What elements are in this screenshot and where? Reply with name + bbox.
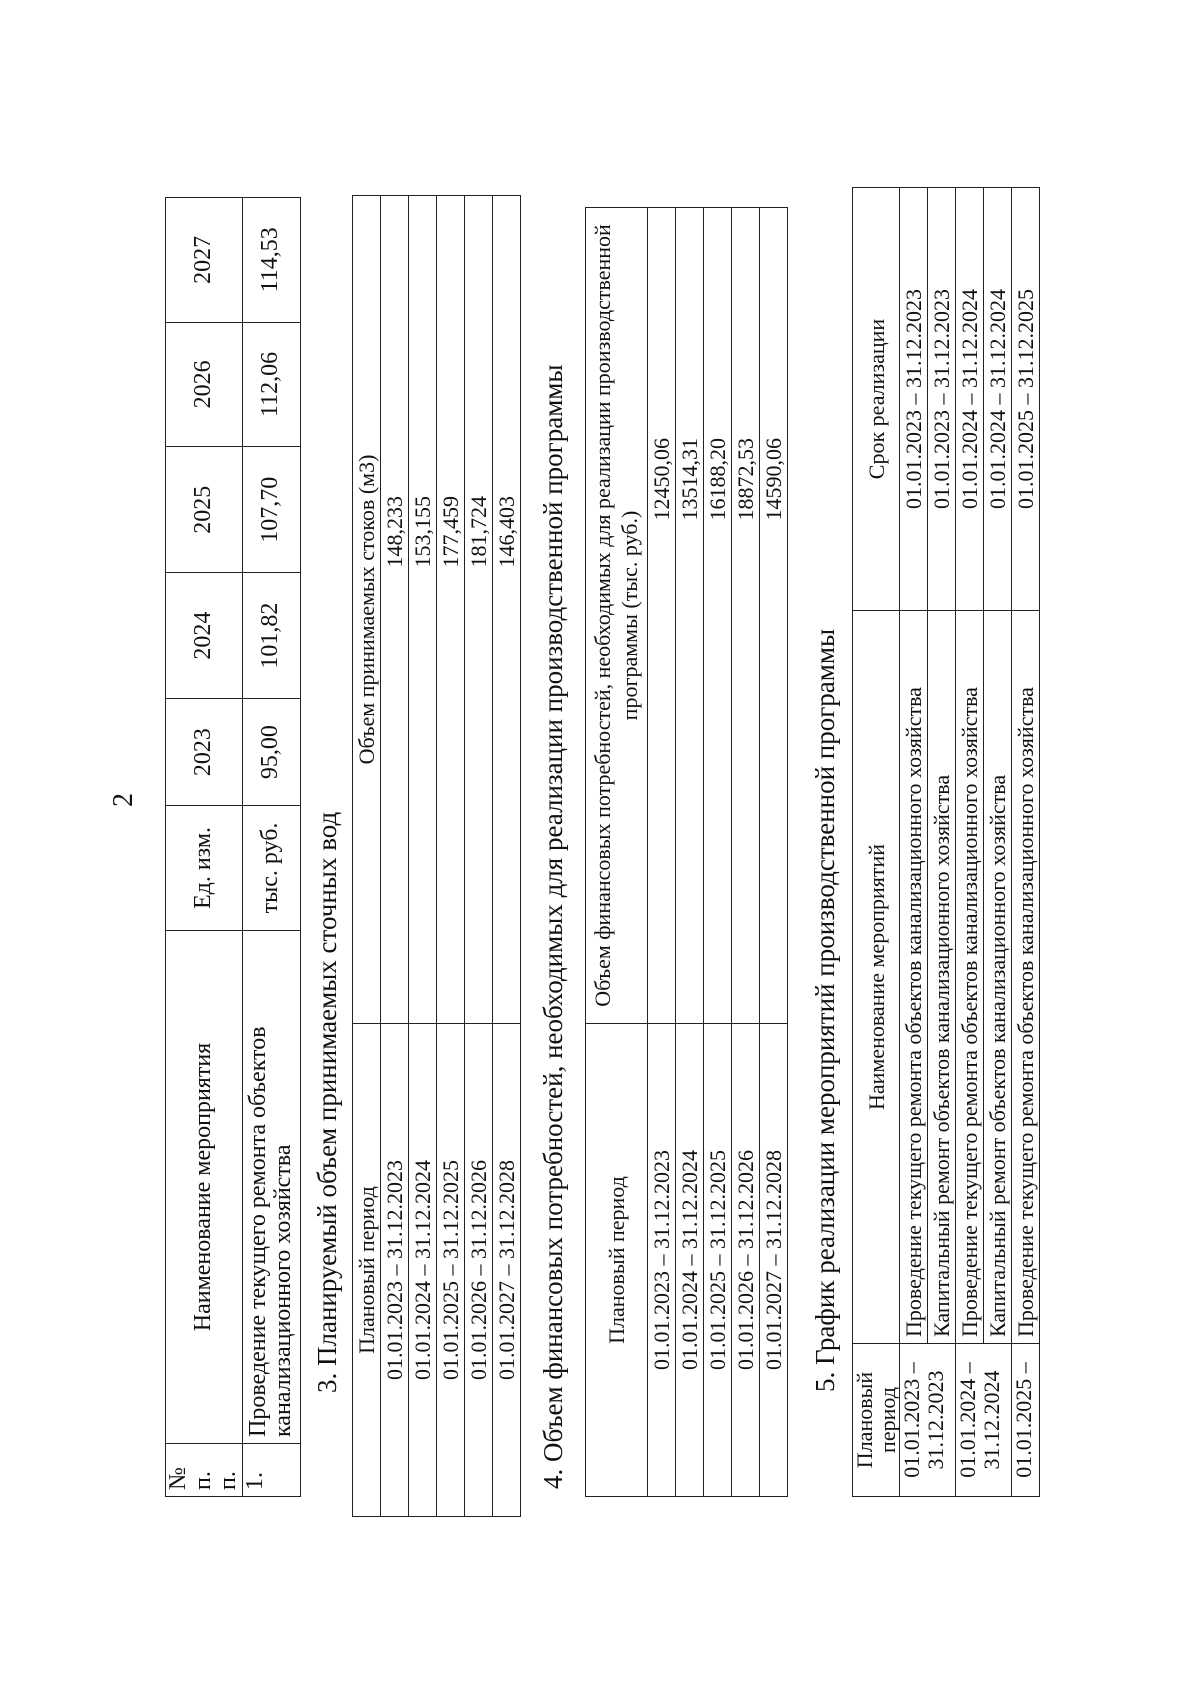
t4-header-period: Плановый период bbox=[853, 1344, 900, 1497]
t3-period: 01.01.2024 – 31.12.2024 bbox=[676, 1024, 704, 1497]
t4-event: Капитальный ремонт объектов канализационного хозяйства bbox=[984, 611, 1012, 1344]
header-year: 2027 bbox=[166, 198, 243, 323]
financial-needs-table bbox=[585, 207, 788, 1497]
t2-period: 01.01.2023 – 31.12.2023 bbox=[381, 1024, 409, 1517]
t4-period bbox=[900, 1344, 956, 1497]
header-name: Наименование мероприятия bbox=[166, 931, 243, 1444]
t4-period-start: 01.01.2024 – bbox=[955, 1362, 981, 1478]
t2-period: 01.01.2027 – 31.12.2028 bbox=[493, 1024, 521, 1517]
section4-title: 4. Объем финансовых потребностей, необходимых для реализации производственной программы bbox=[538, 364, 568, 1489]
t2-period: 01.01.2026 – 31.12.2026 bbox=[465, 1024, 493, 1517]
t3-period: 01.01.2027 – 31.12.2028 bbox=[760, 1024, 788, 1497]
header-num: № п. п. bbox=[166, 1444, 243, 1497]
t3-amount: 13514,31 bbox=[676, 208, 704, 1024]
header-year: 2023 bbox=[166, 699, 243, 806]
t3-period: 01.01.2025 – 31.12.2025 bbox=[704, 1024, 732, 1497]
header-year: 2024 bbox=[166, 573, 243, 699]
t3-amount: 16188,20 bbox=[704, 208, 732, 1024]
t4-term: 01.01.2023 – 31.12.2023 bbox=[928, 188, 956, 611]
section5-title: 5. График реализации мероприятий производственной программы bbox=[810, 628, 840, 1392]
header-year: 2026 bbox=[166, 322, 243, 447]
t4-period-end: 31.12.2023 bbox=[922, 1370, 948, 1470]
row-value: 114,53 bbox=[242, 198, 300, 323]
wastewater-volume-table bbox=[352, 195, 521, 1517]
t4-event: Проведение текущего ремонта объектов канализационного хозяйства bbox=[900, 611, 928, 1344]
row-value: 101,82 bbox=[242, 573, 300, 699]
t2-period: 01.01.2025 – 31.12.2025 bbox=[437, 1024, 465, 1517]
row-value: 107,70 bbox=[242, 447, 300, 573]
page-number: 2 bbox=[108, 793, 139, 807]
t2-period: 01.01.2024 – 31.12.2024 bbox=[409, 1024, 437, 1517]
t4-header-term: Срок реализации bbox=[853, 188, 900, 611]
t4-term: 01.01.2024 – 31.12.2024 bbox=[956, 188, 984, 611]
t2-volume: 146,403 bbox=[493, 196, 521, 1024]
t4-term: 01.01.2024 – 31.12.2024 bbox=[984, 188, 1012, 611]
t3-period: 01.01.2023 – 31.12.2023 bbox=[648, 1024, 676, 1497]
row-value: 95,00 bbox=[242, 699, 300, 806]
t3-header-amount: Объем финансовых потребностей, необходимых для реализации производственной программы (тыс. руб.) bbox=[586, 208, 648, 1024]
schedule-table bbox=[852, 187, 1040, 1497]
section3-title: 3. Планируемый объем принимаемых сточных вод bbox=[312, 811, 342, 1393]
t2-volume: 153,155 bbox=[409, 196, 437, 1024]
measures-table bbox=[165, 197, 301, 1497]
t3-amount: 12450,06 bbox=[648, 208, 676, 1024]
header-year: 2025 bbox=[166, 447, 243, 573]
t3-amount: 14590,06 bbox=[760, 208, 788, 1024]
t3-header-period: Плановый период bbox=[586, 1024, 648, 1497]
t4-period bbox=[1012, 1344, 1040, 1497]
t2-header-volume: Объем принимаемых стоков (м3) bbox=[353, 196, 381, 1024]
t4-period-start: 01.01.2025 – bbox=[1011, 1362, 1037, 1478]
t4-term: 01.01.2023 – 31.12.2023 bbox=[900, 188, 928, 611]
t2-volume: 148,233 bbox=[381, 196, 409, 1024]
t3-period: 01.01.2026 – 31.12.2026 bbox=[732, 1024, 760, 1497]
t4-term: 01.01.2025 – 31.12.2025 bbox=[1012, 188, 1040, 611]
t2-volume: 177,459 bbox=[437, 196, 465, 1024]
t4-header-event: Наименование мероприятий bbox=[853, 611, 900, 1344]
t4-period-end: 31.12.2024 bbox=[978, 1370, 1004, 1470]
row-num: 1. bbox=[242, 1444, 300, 1497]
t2-header-period: Плановый период bbox=[353, 1024, 381, 1517]
t4-period-start: 01.01.2023 – bbox=[899, 1362, 925, 1478]
t2-volume: 181,724 bbox=[465, 196, 493, 1024]
row-name: Проведение текущего ремонта объектов канализационного хозяйства bbox=[242, 931, 300, 1444]
t4-period bbox=[956, 1344, 1012, 1497]
row-unit: тыс. руб. bbox=[242, 806, 300, 931]
t4-event: Проведение текущего ремонта объектов канализационного хозяйства bbox=[1012, 611, 1040, 1344]
t4-event: Проведение текущего ремонта объектов канализационного хозяйства bbox=[956, 611, 984, 1344]
t4-event: Капитальный ремонт объектов канализационного хозяйства bbox=[928, 611, 956, 1344]
t3-amount: 18872,53 bbox=[732, 208, 760, 1024]
header-unit: Ед. изм. bbox=[166, 806, 243, 931]
row-value: 112,06 bbox=[242, 322, 300, 447]
